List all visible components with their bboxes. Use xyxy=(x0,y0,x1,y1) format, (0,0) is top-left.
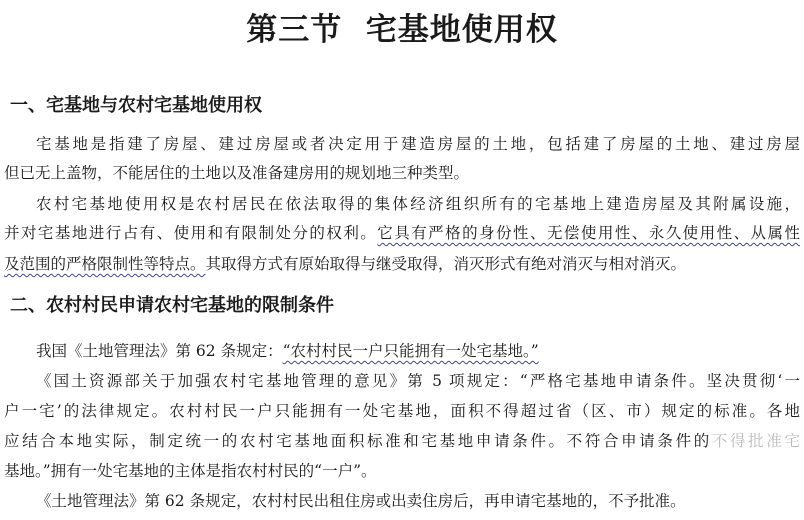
s1-p2-line-1: 农村宅基地使用权是农村居民在依法取得的集体经济组织所有的宅基地上建造房屋及其附属设施， xyxy=(36,195,800,213)
s1-p1-line-2: 但已无上盖物，不能居住的土地以及准备建房用的规划地三种类型。 xyxy=(4,164,470,182)
heading-section-1: 一、宅基地与农村宅基地使用权 xyxy=(10,95,262,116)
s1-p2-line-2 xyxy=(4,222,800,244)
s2-p2-line-3-text: 应结合本地实际，制定统一的农村宅基地面积标准和宅基地申请条件。不符合申请条件的 xyxy=(4,432,712,450)
s1-p2-line-2-text: 并对宅基地进行占有、使用和有限制处分的权利。 xyxy=(4,224,378,242)
s2-p2-line-4: 基地。”拥有一处宅基地的主体是指农村村民的“一户”。 xyxy=(4,462,377,480)
s2-p2-line-3 xyxy=(4,430,800,452)
s2-p3 xyxy=(36,490,800,512)
s1-p1-line-1: 宅基地是指建了房屋、建过房屋或者决定用于建造房屋的土地，包括建了房屋的土地、建过房屋 xyxy=(36,135,800,153)
s2-p3-text: 《土地管理法》第 62 条规定，农村村民出租住房或出卖住房后，再申请宅基地的， xyxy=(36,492,609,510)
s2-p1 xyxy=(36,340,800,362)
s1-p2-line-3 xyxy=(4,253,800,275)
s2-p2-line-1: 《国土资源部关于加强农村宅基地管理的意见》第 5 项规定：“严格宅基地申请条件。坚决贯彻‘一 xyxy=(36,372,800,390)
wavy-underlined-text: 它具有严格的身份性、无偿使用性、永久使用性、从属性 xyxy=(377,224,800,242)
heading-section-2: 二、农村村民申请农村宅基地的限制条件 xyxy=(10,295,334,316)
s2-p3-end: 不予批准。 xyxy=(608,492,686,510)
faded-text: 不得批准宅 xyxy=(711,432,800,450)
wavy-underlined-text-cont: 及范围的严格限制性等特点。 xyxy=(4,255,206,273)
s2-p1-text: 我国《土地管理法》第 62 条规定： xyxy=(36,342,283,360)
section-title: 第三节 宅基地使用权 xyxy=(246,12,558,48)
s2-p2-line-2: 户一宅’的法律规定。农村村民一户只能拥有一处宅基地，面积不得超过省（区、市）规定的标准。各地 xyxy=(4,402,800,420)
wavy-underlined-quote: “农村村民一户只能拥有一处宅基地。” xyxy=(282,342,539,360)
s1-p2-line-3-text: 其取得方式有原始取得与继受取得，消灭形式有绝对消灭与相对消灭。 xyxy=(205,255,687,273)
